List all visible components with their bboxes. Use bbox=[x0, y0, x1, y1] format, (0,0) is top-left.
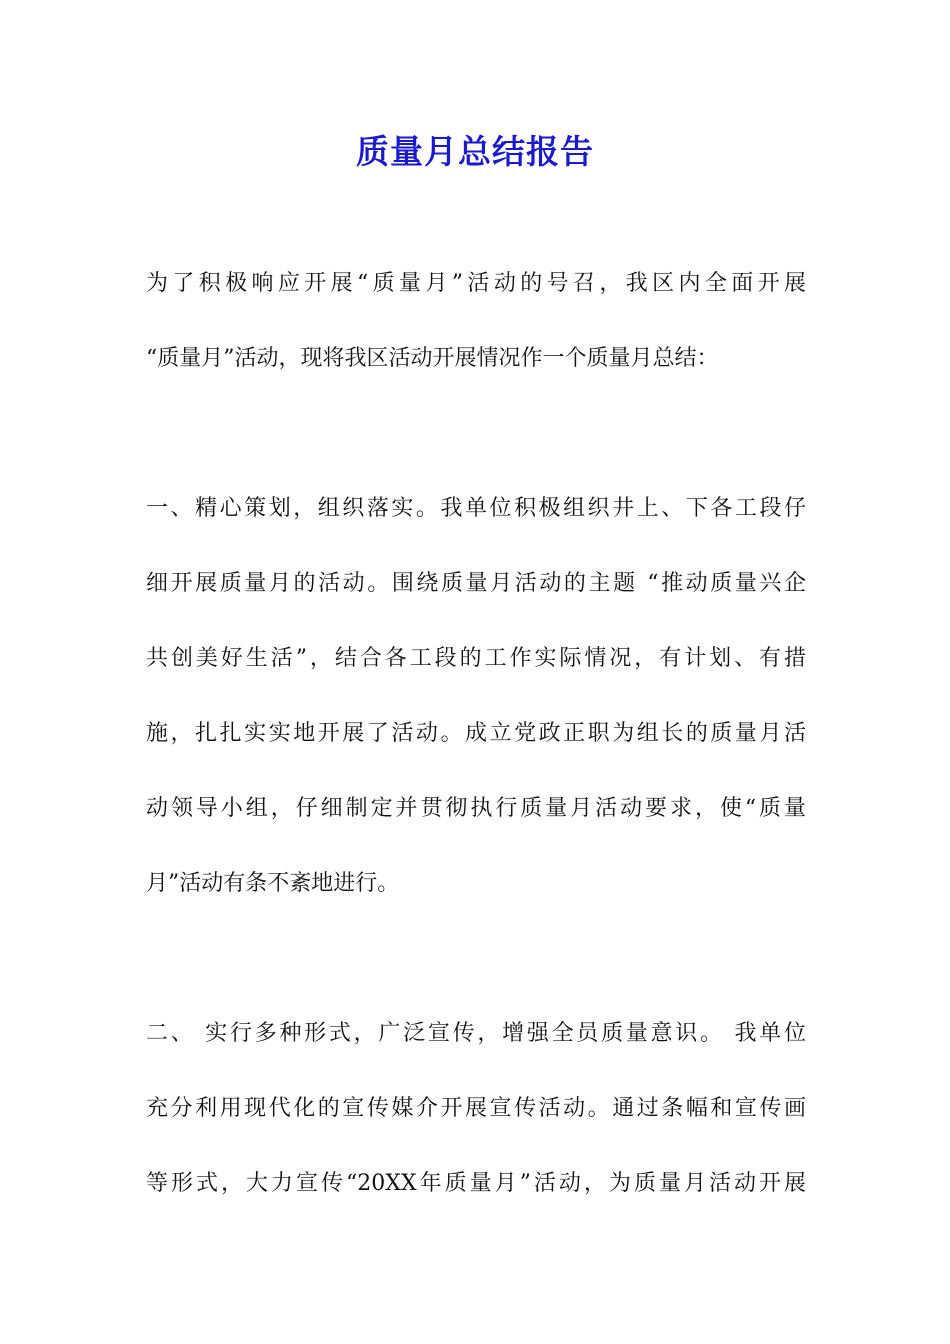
intro-line-2: “质量月”活动，现将我区活动开展情况作一个质量月总结： bbox=[146, 346, 719, 371]
section2-line-1: 二、 实行多种形式，广泛宣传，增强全员质量意识。 我单位 bbox=[146, 1021, 806, 1046]
section1-line-6: 月”活动有条不紊地进行。 bbox=[146, 871, 400, 896]
section1-line-3: 共创美好生活”，结合各工段的工作实际情况，有计划、有措 bbox=[146, 646, 806, 671]
section2-line-3: 等形式，大力宣传“20XX年质量月”活动，为质量月活动开展 bbox=[146, 1171, 806, 1196]
document-title: 质量月总结报告 bbox=[356, 132, 594, 171]
section1-line-5: 动领导小组，仔细制定并贯彻执行质量月活动要求，使“质量 bbox=[146, 796, 806, 821]
section1-line-2: 细开展质量月的活动。围绕质量月活动的主题 “推动质量兴企 bbox=[146, 571, 806, 596]
intro-line-1: 为了积极响应开展“质量月”活动的号召，我区内全面开展 bbox=[146, 271, 806, 296]
section1-line-4: 施，扎扎实实地开展了活动。成立党政正职为组长的质量月活 bbox=[146, 721, 806, 746]
section2-line-2: 充分利用现代化的宣传媒介开展宣传活动。通过条幅和宣传画 bbox=[146, 1096, 806, 1121]
section1-line-1: 一、精心策划，组织落实。我单位积极组织井上、下各工段仔 bbox=[146, 496, 806, 521]
